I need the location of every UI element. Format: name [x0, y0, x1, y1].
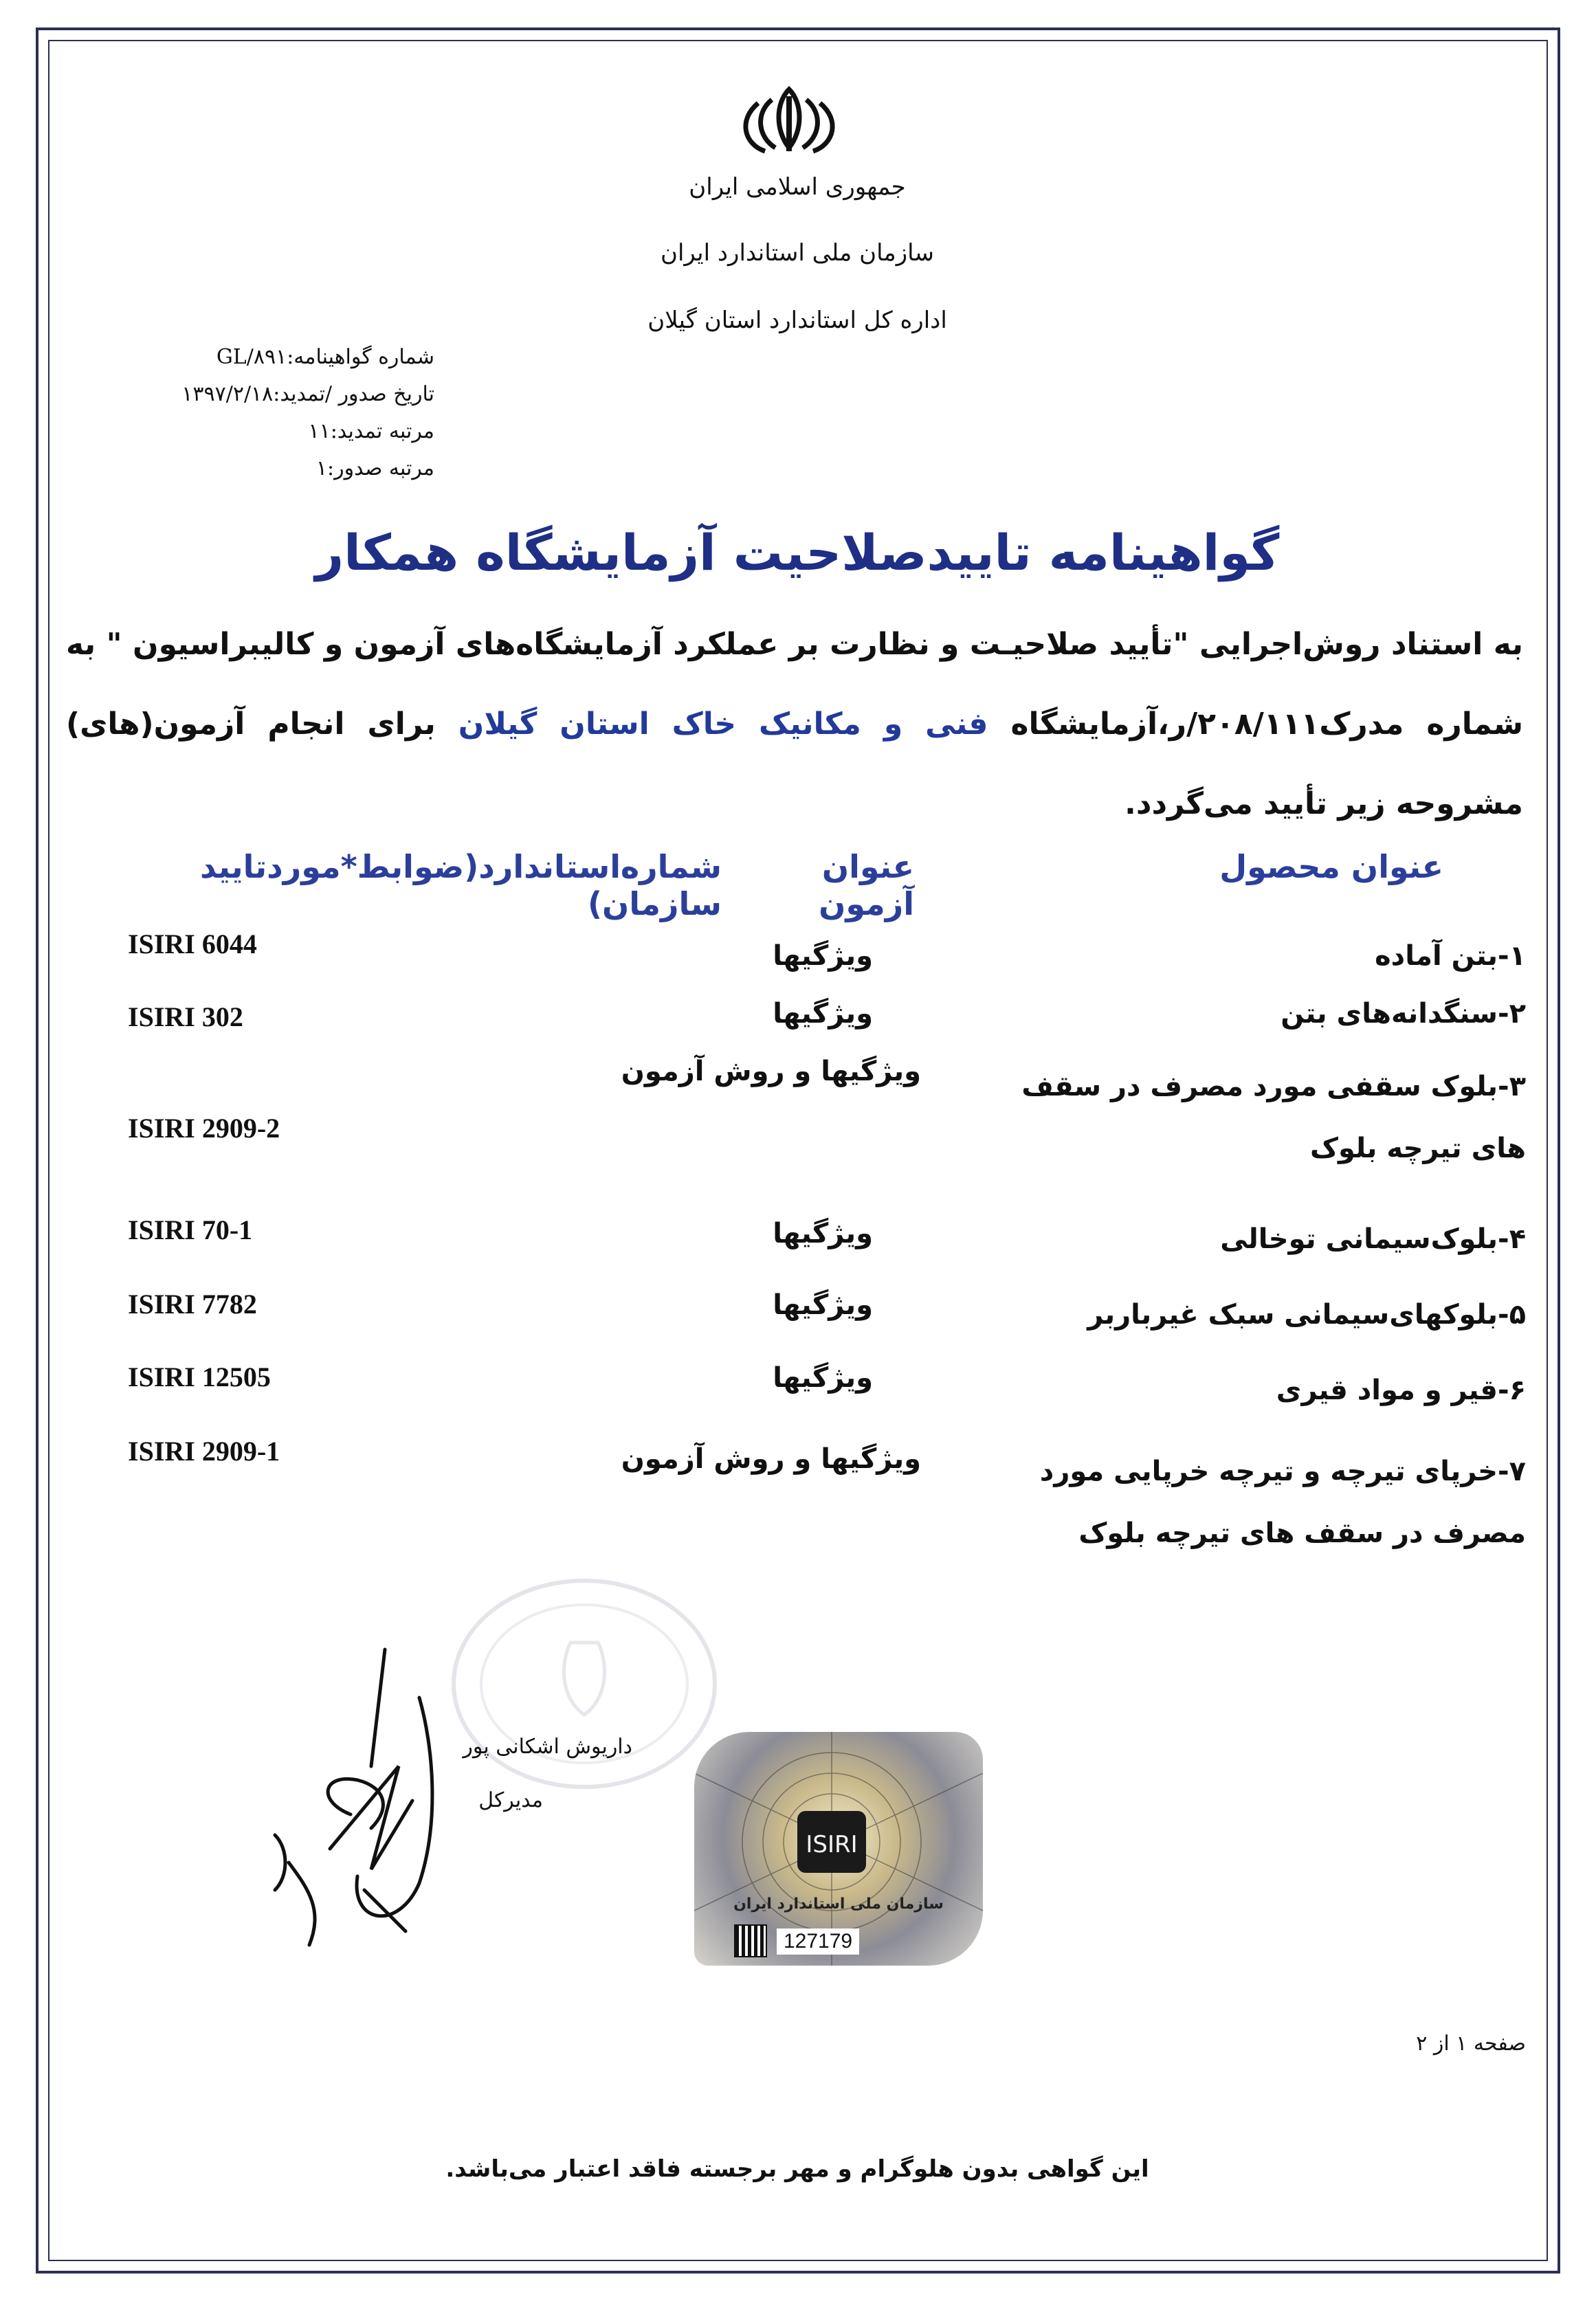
standard-row-6: ISIRI 12505 — [128, 1361, 271, 1392]
standard-row-5: ISIRI 7782 — [128, 1289, 257, 1320]
test-row-2: ویژگیها — [773, 998, 873, 1030]
column-product: عنوان محصول — [1219, 848, 1443, 885]
signatory-name: داریوش اشکانی پور — [463, 1735, 632, 1759]
product-row-1: ۱-بتن آماده — [1375, 940, 1526, 972]
product-row-6: ۶-قیر و مواد قیری — [1276, 1375, 1526, 1406]
standard-row-3: ISIRI 2909-2 — [128, 1113, 280, 1144]
embossed-seal — [440, 1567, 729, 1801]
validity-note: این گواهی بدون هلوگرام و مهر برجسته فاقد اعتبار می‌باشد. — [445, 2155, 1149, 2183]
hologram-serial: 127179 — [777, 1928, 859, 1955]
lab-name: فنی و مکانیک خاک استان گیلان — [458, 707, 988, 742]
svg-text:ISIRI: ISIRI — [806, 1831, 858, 1858]
standard-row-7: ISIRI 2909-1 — [128, 1436, 280, 1467]
test-row-3: ویژگیها و روش آزمون — [621, 1056, 921, 1087]
intro-part1: به استناد روش‌اجرایی "تأیید صلاحیـت و نظارت بر عملکرد آزمایشگاه‌های آزمون و کالیبراسیون " به شماره مدرک۲۰۸/۱۱۱/ر،آزمایشگاه — [66, 627, 1523, 742]
certificate-number: شماره گواهینامه:GL/۸۹۱ — [216, 345, 434, 369]
standard-row-1: ISIRI 6044 — [128, 929, 257, 959]
standard-row-2: ISIRI 302 — [128, 1001, 243, 1032]
test-row-5: ویژگیها — [773, 1289, 873, 1321]
intro-part2: برای انجام آزمون(های) مشروحه زیر تأیید می‌گردد. — [66, 707, 1523, 821]
page-number: صفحه ۱ از ۲ — [1416, 2032, 1526, 2056]
test-row-4: ویژگیها — [773, 1218, 873, 1249]
iran-emblem-icon — [734, 82, 844, 158]
hologram-qr-icon — [735, 1926, 766, 1956]
test-row-7: ویژگیها و روش آزمون — [621, 1443, 921, 1475]
test-row-6: ویژگیها — [773, 1362, 873, 1394]
renewal-count: مرتبه تمدید:۱۱ — [308, 419, 434, 443]
product-row-3: ۳-بلوک سقفی مورد مصرف در سقف های تیرچه بلوک — [1021, 1071, 1526, 1164]
header-country: جمهوری اسلامی ایران — [689, 173, 906, 201]
certificate-title: گواهینامه تاییدصلاحیت آزمایشگاه همکار — [315, 524, 1280, 581]
hologram-org: سازمان ملی استاندارد ایران — [733, 1896, 944, 1913]
signatory-title: مدیرکل — [478, 1788, 543, 1812]
product-row-2: ۲-سنگدانه‌های بتن — [1281, 998, 1526, 1030]
standard-row-4: ISIRI 70-1 — [128, 1214, 253, 1245]
handwritten-signature — [247, 1643, 454, 1986]
column-test: عنوان آزمون — [819, 848, 914, 922]
issue-date: تاریخ صدور /تمدید:۱۳۹۷/۲/۱۸ — [181, 382, 434, 406]
product-row-4: ۴-بلوک‌سیمانی توخالی — [1220, 1223, 1526, 1255]
hologram-sticker — [694, 1732, 983, 1966]
issue-count: مرتبه صدور:۱ — [315, 456, 434, 480]
test-row-1: ویژگیها — [773, 940, 873, 972]
product-row-5: ۵-بلوکهای‌سیمانی سبک غیرباربر — [1087, 1299, 1526, 1331]
header-organization: سازمان ملی استاندارد ایران — [661, 239, 934, 267]
header-office: اداره کل استاندارد استان گیلان — [647, 307, 947, 334]
intro-paragraph — [66, 605, 1523, 844]
product-row-7: ۷-خرپای تیرچه و تیرچه خرپایی مورد مصرف در سقف های تیرچه بلوک — [1039, 1456, 1526, 1549]
column-standard: شماره‌استاندارد(ضوابط*موردتایید سازمان) — [200, 848, 722, 922]
